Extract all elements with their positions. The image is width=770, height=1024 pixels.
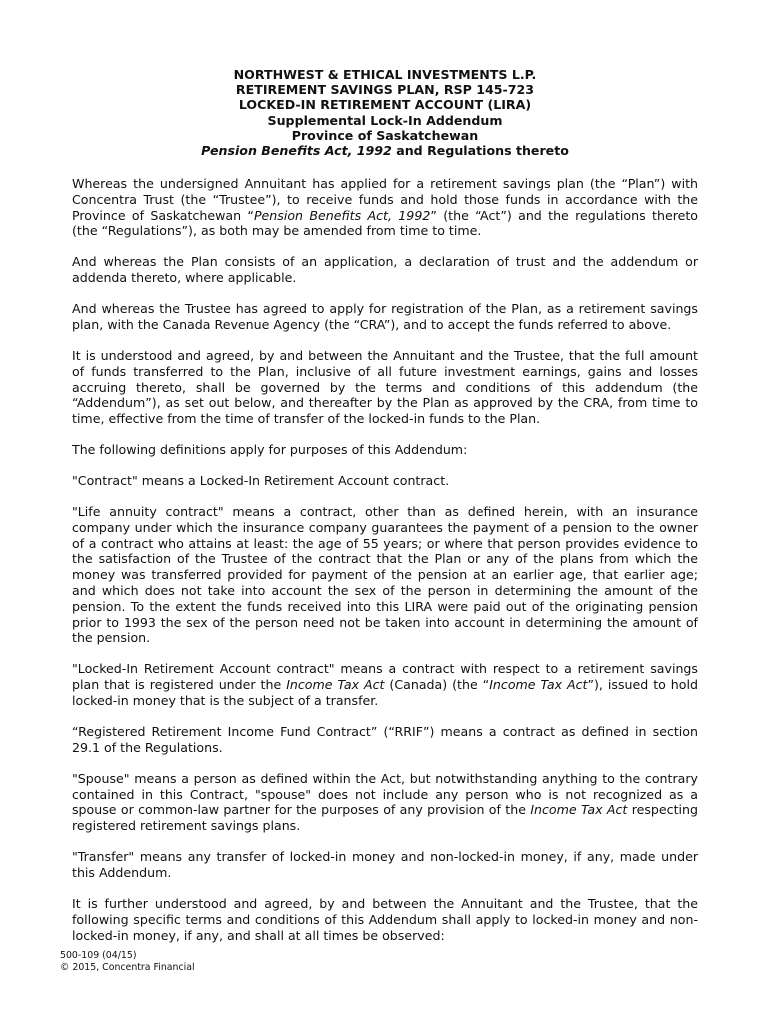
paragraph — [72, 301, 698, 333]
paragraph-text: “Registered Retirement Income Fund Contract” (“RRIF”) means a contract as defined in section 29.1 of the Regulations. — [72, 724, 698, 755]
header-province: Province of Saskatchewan — [291, 127, 479, 143]
document-header — [72, 67, 698, 158]
header-act-rest: and Regulations thereto — [391, 143, 569, 159]
paragraph-text: Whereas the undersigned Annuitant has applied for a retirement savings plan (the “Plan”) with Concentra Trust (the “Trustee”), to receive funds and hold those funds in accordance with the Province of Saskatchewan “ — [72, 176, 698, 223]
paragraph-text: "Transfer" means any transfer of locked-in money and non-locked-in money, if any, made under this Addendum. — [72, 849, 698, 880]
paragraph — [72, 849, 698, 881]
header-plan: RETIREMENT SAVINGS PLAN, RSP 145-723 — [235, 82, 535, 98]
header-account-type: LOCKED-IN RETIREMENT ACCOUNT (LIRA) — [238, 97, 532, 113]
italic-text: Pension Benefits Act, 1992 — [253, 207, 431, 223]
italic-text: Income Tax Act — [286, 677, 385, 693]
paragraph-text: And whereas the Trustee has agreed to apply for registration of the Plan, as a retirement savings plan, with the Canada Revenue Agency (the “CRA”), and to accept the funds referred to above. — [72, 301, 698, 332]
paragraph-text: "Spouse" means a person as defined within the Act, but notwithstanding anything to the contrary contained in this Contract, "spouse" does not include any person who is not recognized as a spouse or common-law partner for the purposes of any provision of the — [72, 770, 698, 818]
paragraph — [72, 442, 698, 458]
copyright-notice: © 2015, Concentra Financial — [60, 961, 195, 973]
paragraph — [72, 771, 698, 834]
paragraph-text: It is further understood and agreed, by and between the Annuitant and the Trustee, that the following specific terms and conditions of this Addendum shall apply to locked-in money and non-locked-in money, if any, and shall at all times be observed: — [72, 895, 698, 943]
document-footer — [60, 950, 195, 974]
italic-text: Income Tax Act — [530, 802, 628, 818]
paragraph-text: ”), issued to hold locked-in money that is the subject of a transfer. — [72, 677, 698, 709]
paragraph — [72, 661, 698, 708]
header-act-title: Pension Benefits Act, 1992 — [201, 143, 392, 159]
paragraph — [72, 176, 698, 239]
paragraph — [72, 724, 698, 756]
paragraph-text: "Life annuity contract" means a contract, other than as defined herein, with an insurance company under which the insurance company guarantees the payment of a pension to the owner of a contract who attains at least: the age of 55 years; or where that person provides evidence to the satisfaction of the Trustee of the contract that the Plan or any of the plans from which the money was transferred provided for payment of the pension at an earlier age, that earlier age; and which does not take into account the sex of the person in determining the amount of the pension. To the extent the funds received into this LIRA were paid out of the originating pension prior to 1993 the sex of the person need not be taken into account in determining the amount of the pension. — [72, 504, 698, 646]
italic-text: Income Tax Act — [489, 677, 588, 693]
paragraph — [72, 348, 698, 427]
paragraph — [72, 896, 698, 943]
header-addendum: Supplemental Lock-In Addendum — [267, 112, 503, 128]
header-act-line — [72, 143, 698, 158]
document-body — [72, 176, 698, 959]
paragraph — [72, 254, 698, 286]
header-company: NORTHWEST & ETHICAL INVESTMENTS L.P. — [233, 67, 537, 82]
paragraph-text: It is understood and agreed, by and between the Annuitant and the Trustee, that the full amount of funds transferred to the Plan, inclusive of all future investment earnings, gains and losses accruing thereto, shall be governed by the terms and conditions of this addendum (the “Addendum”), as set out below, and thereafter by the Plan as approved by the CRA, from time to time, effective from the time of transfer of the locked-in funds to the Plan. — [72, 347, 698, 427]
paragraph-text: (Canada) (the “ — [384, 677, 490, 693]
paragraph — [72, 473, 698, 489]
paragraph — [72, 504, 698, 646]
paragraph-text: "Contract" means a Locked-In Retirement Account contract. — [72, 473, 450, 489]
paragraph-text: respecting registered retirement savings plans. — [72, 802, 698, 834]
paragraph-text: And whereas the Plan consists of an application, a declaration of trust and the addendum or addenda thereto, where applicable. — [72, 254, 698, 286]
paragraph-text: The following definitions apply for purposes of this Addendum: — [72, 442, 468, 458]
paragraph-text: "Locked-In Retirement Account contract" means a contract with respect to a retirement savings plan that is registered under the — [72, 661, 698, 693]
paragraph-text: ” (the “Act”) and the regulations thereto (the “Regulations”), as both may be amended from time to time. — [72, 207, 698, 239]
form-number: 500-109 (04/15) — [60, 950, 137, 961]
